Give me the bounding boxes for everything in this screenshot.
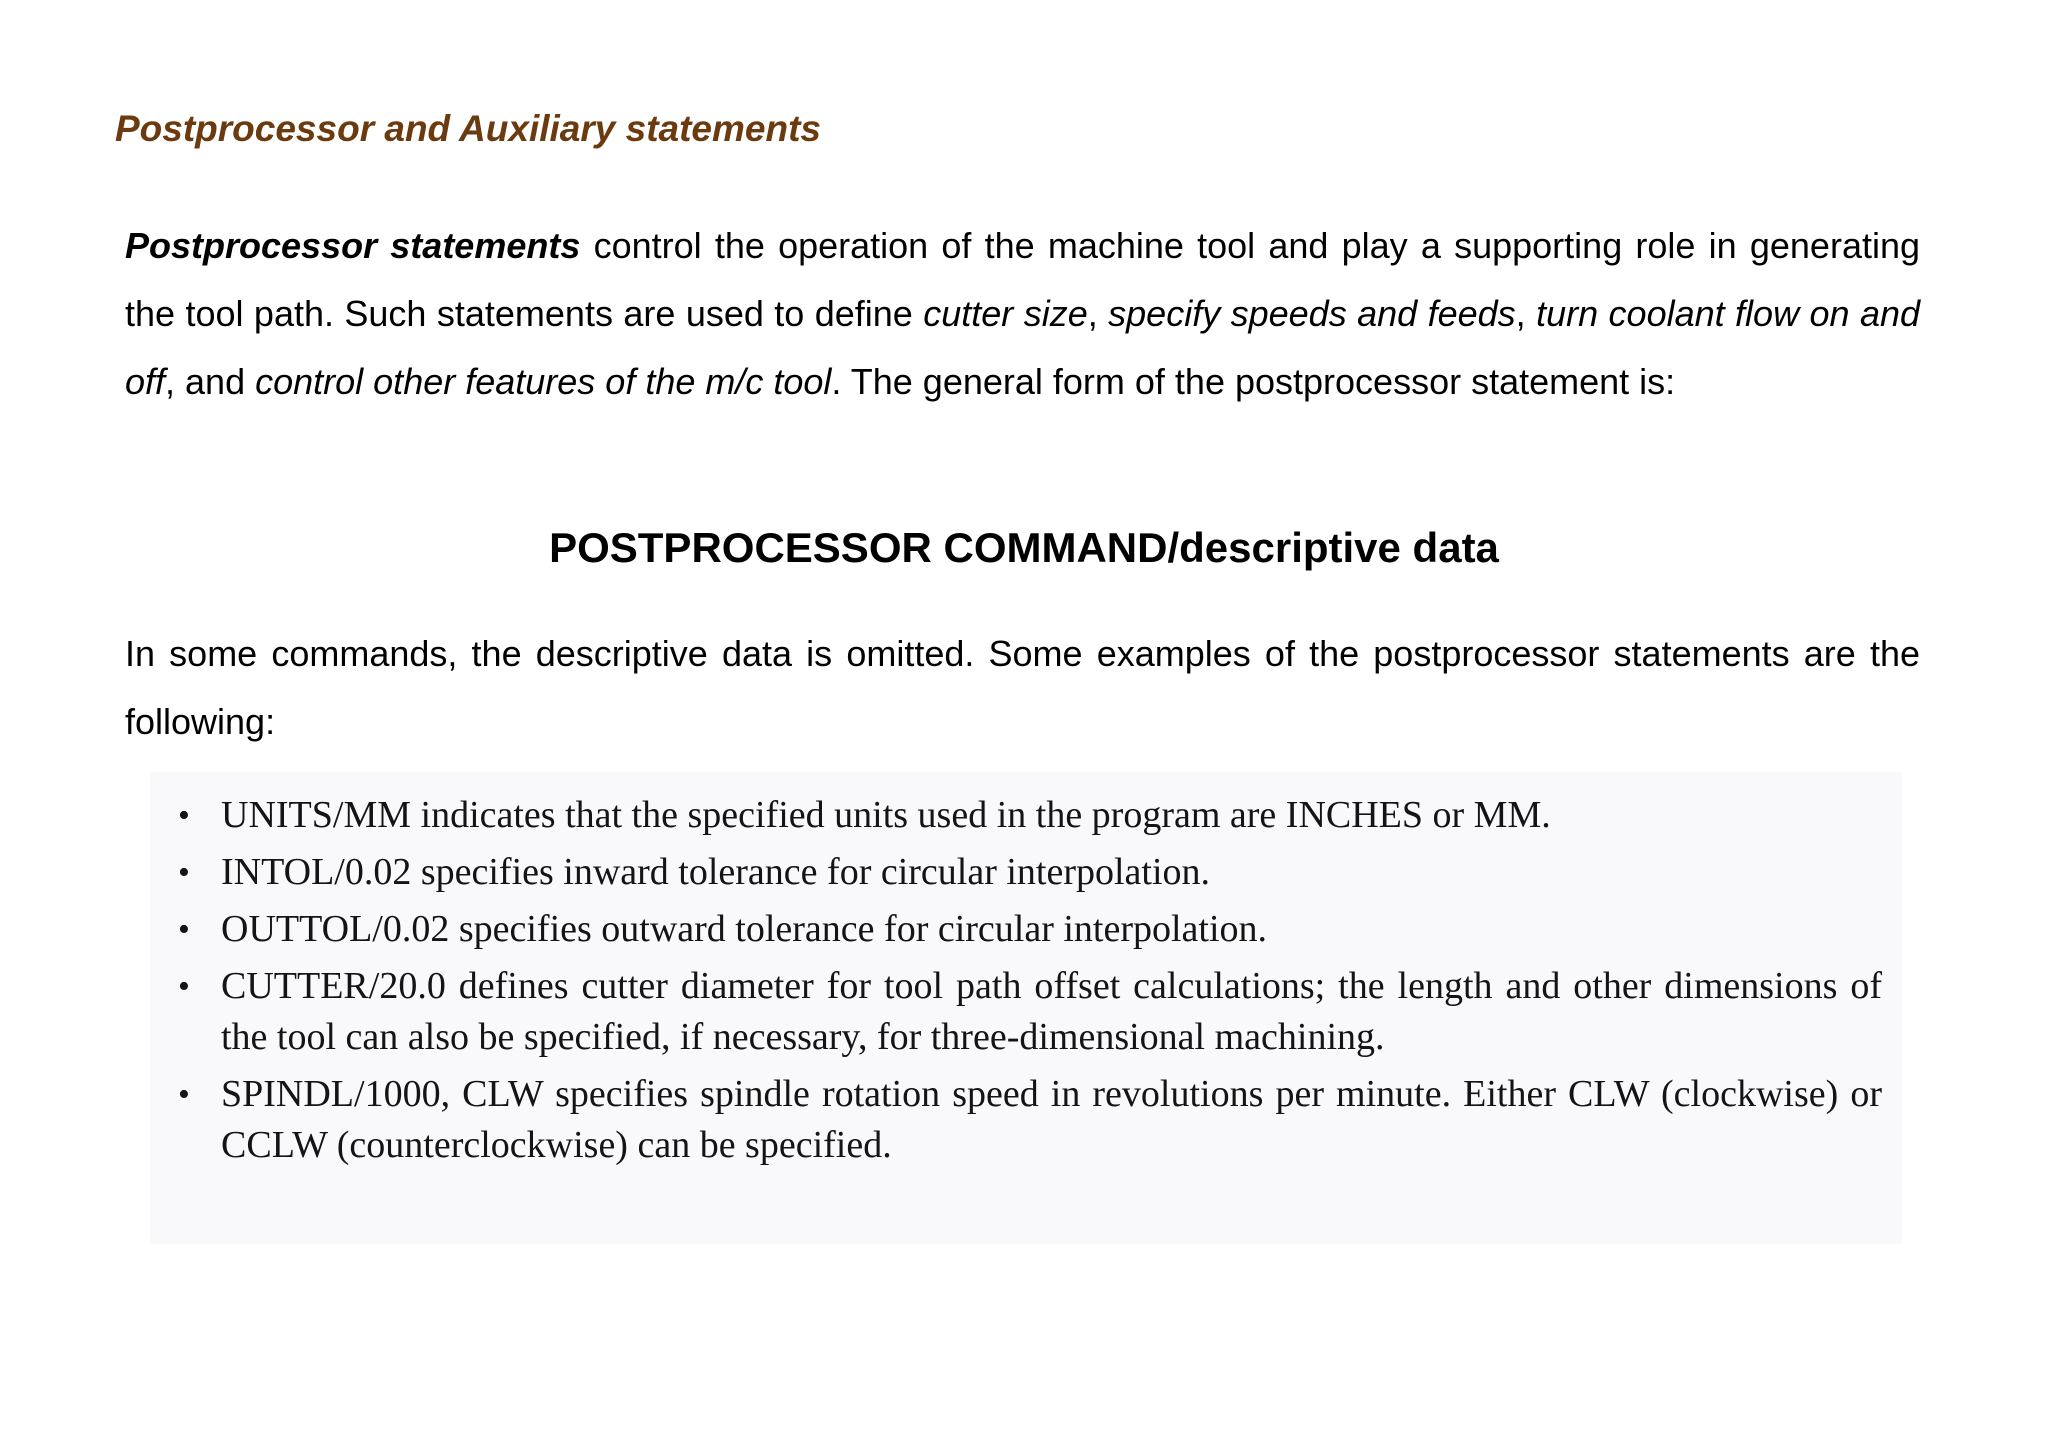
list-item — [150, 961, 1882, 1063]
bullet-icon: • — [178, 797, 190, 834]
list-item — [150, 847, 1882, 898]
bullet-icon: • — [178, 1076, 190, 1113]
postprocessor-statements-term: Postprocessor statements — [125, 225, 581, 266]
bullet-icon: • — [178, 911, 190, 948]
list-item — [150, 1069, 1882, 1171]
example-text: OUTTOL/0.02 specifies outward tolerance for circular interpolation. — [221, 908, 1268, 950]
intro-text-2: , — [1087, 293, 1109, 334]
bullet-icon: • — [178, 854, 190, 891]
speeds-feeds-term: specify speeds and feeds — [1108, 293, 1516, 334]
general-form-statement: POSTPROCESSOR COMMAND/descriptive data — [549, 524, 1499, 571]
example-text: INTOL/0.02 specifies inward tolerance for circular interpolation. — [221, 851, 1211, 893]
section-heading: Postprocessor and Auxiliary statements — [115, 108, 821, 149]
coolant-term: turn coolant flow on and off — [125, 293, 1921, 402]
other-features-term: control other features of the m/c tool — [255, 361, 832, 402]
intro-text-1: control the operation of the machine tool and play a supporting role in generating the tool path. Such statements are used to define — [125, 225, 1921, 334]
example-text: CUTTER/20.0 defines cutter diameter for tool path offset calculations; the length and other dimensions of the tool can also be specified, if necessary, for three-dimensional machining. — [221, 965, 1882, 1058]
example-text: SPINDL/1000, CLW specifies spindle rotation speed in revolutions per minute. Either CLW (clockwise) or CCLW (counterclockwise) can be specified. — [221, 1073, 1882, 1166]
cutter-size-term: cutter size — [923, 293, 1088, 334]
examples-scan-image — [150, 772, 1902, 1244]
list-item — [150, 790, 1882, 841]
intro-text-5: . The general form of the postprocessor statement is: — [831, 361, 1676, 402]
intro-text-4: , and — [165, 361, 256, 402]
bullet-icon: • — [178, 968, 190, 1005]
examples-list — [150, 772, 1902, 1171]
examples-intro-paragraph: In some commands, the descriptive data is omitted. Some examples of the postprocessor statements are the following: — [125, 633, 1920, 742]
list-item — [150, 904, 1882, 955]
intro-paragraph — [125, 212, 1920, 416]
example-text: UNITS/MM indicates that the specified units used in the program are INCHES or MM. — [221, 794, 1551, 836]
intro-text-3: , — [1515, 293, 1537, 334]
